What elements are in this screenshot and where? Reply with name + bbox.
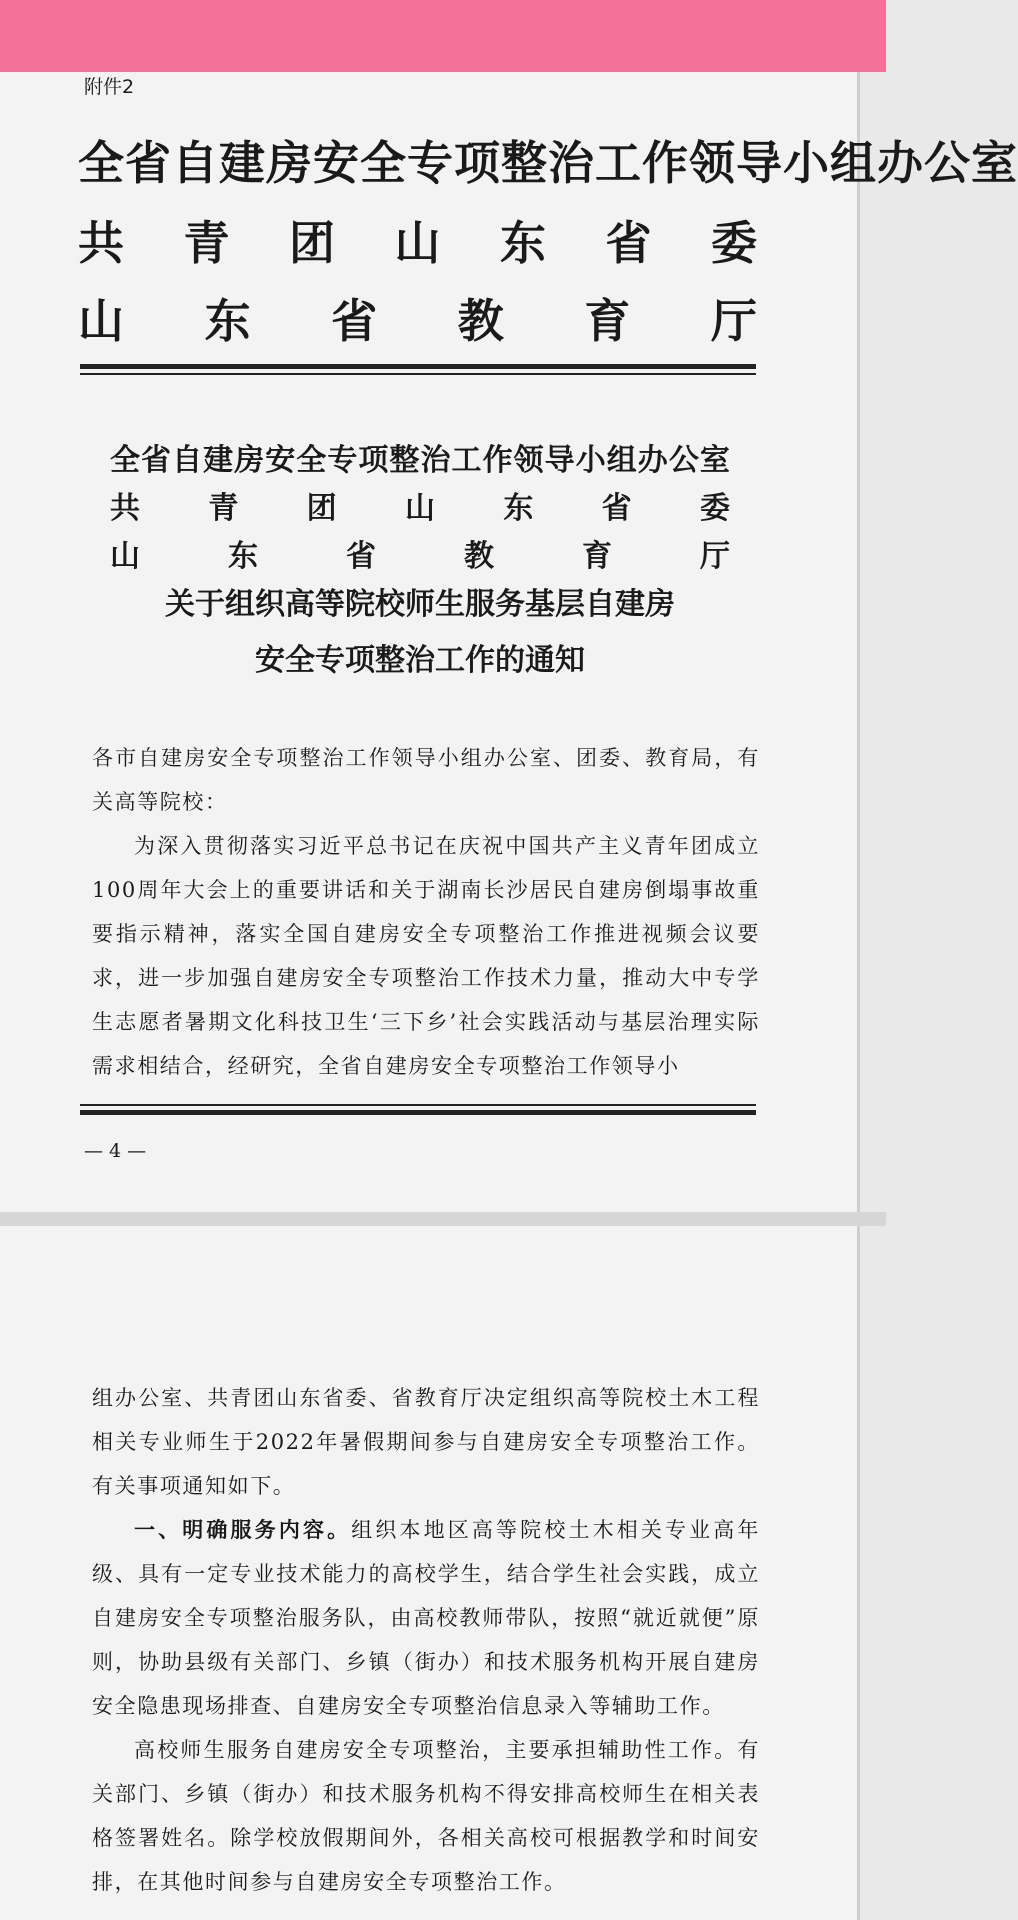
char: 室 bbox=[971, 136, 1018, 190]
char: 共 bbox=[78, 216, 125, 270]
top-color-bar bbox=[0, 0, 886, 72]
char: 办 bbox=[877, 136, 924, 190]
title-org-2 bbox=[110, 486, 730, 532]
char: 自 bbox=[172, 136, 219, 190]
char: 山 bbox=[110, 539, 140, 574]
header-rule-thick bbox=[80, 364, 756, 369]
footer-rule-thick bbox=[80, 1110, 756, 1115]
char: 工 bbox=[451, 443, 482, 478]
char: 委 bbox=[711, 216, 758, 270]
char: 专 bbox=[327, 443, 358, 478]
char: 青 bbox=[208, 491, 239, 526]
header-rule-thin bbox=[80, 373, 756, 375]
char: 小 bbox=[575, 443, 606, 478]
section-1-heading: 一、明确服务内容。 bbox=[134, 1517, 352, 1542]
char: 组 bbox=[830, 136, 877, 190]
char: 建 bbox=[219, 136, 266, 190]
header-org-2 bbox=[78, 212, 758, 274]
char: 安 bbox=[313, 136, 360, 190]
char: 作 bbox=[482, 443, 513, 478]
char: 全 bbox=[78, 136, 125, 190]
char: 厅 bbox=[710, 294, 758, 348]
char: 整 bbox=[389, 443, 420, 478]
title-subject-line-2: 安全专项整治工作的通知 bbox=[255, 643, 585, 678]
char: 领 bbox=[689, 136, 736, 190]
char: 领 bbox=[513, 443, 544, 478]
document-page-5 bbox=[0, 1226, 860, 1920]
char: 导 bbox=[544, 443, 575, 478]
title-org-1 bbox=[110, 438, 730, 484]
char: 专 bbox=[407, 136, 454, 190]
char: 全 bbox=[360, 136, 407, 190]
char: 省 bbox=[331, 294, 379, 348]
char: 项 bbox=[358, 443, 389, 478]
char: 育 bbox=[584, 294, 632, 348]
char: 公 bbox=[924, 136, 971, 190]
title-subject-line-1: 关于组织高等院校师生服务基层自建房 bbox=[165, 587, 675, 622]
char: 导 bbox=[736, 136, 783, 190]
paragraph-1-continued: 组办公室、共青团山东省委、省教育厅决定组织高等院校土木工程相关专业师生于2022年暑假期间参与自建房安全专项整治工作。有关事项通知如下。 bbox=[92, 1386, 760, 1498]
char: 公 bbox=[668, 443, 699, 478]
char: 办 bbox=[637, 443, 668, 478]
page-separator bbox=[0, 1212, 886, 1226]
char: 厅 bbox=[700, 539, 730, 574]
header-org-3 bbox=[78, 290, 758, 352]
char: 组 bbox=[606, 443, 637, 478]
char: 室 bbox=[699, 443, 730, 478]
char: 建 bbox=[203, 443, 234, 478]
title-org-3 bbox=[110, 534, 730, 580]
char: 省 bbox=[605, 216, 653, 270]
char: 省 bbox=[141, 443, 172, 478]
char: 房 bbox=[266, 136, 313, 190]
recipients: 各市自建房安全专项整治工作领导小组办公室、团委、教育局，有关高等院校： bbox=[92, 746, 760, 814]
char: 小 bbox=[783, 136, 830, 190]
section-1-text: 组织本地区高等院校土木相关专业高年级、具有一定专业技术能力的高校学生，结合学生社会实践，成立自建房安全专项整治服务队，由高校教师带队，按照“就近就便”原则，协助县级有关部门、乡镇（街办）和技术服务机构开展自建房安全隐患现场排查、自建房安全专项整治信息录入等辅助工作。 bbox=[92, 1518, 761, 1718]
char: 省 bbox=[601, 491, 632, 526]
char: 作 bbox=[642, 136, 689, 190]
page-number: — 4 — bbox=[84, 1140, 147, 1162]
char: 东 bbox=[228, 539, 258, 574]
char: 工 bbox=[595, 136, 642, 190]
section-1 bbox=[92, 1508, 760, 1728]
char: 治 bbox=[548, 136, 595, 190]
char: 自 bbox=[172, 443, 203, 478]
char: 委 bbox=[699, 491, 730, 526]
header-org-1 bbox=[78, 132, 1018, 194]
char: 安 bbox=[265, 443, 296, 478]
char: 项 bbox=[454, 136, 501, 190]
paragraph-2: 高校师生服务自建房安全专项整治，主要承担辅助性工作。有关部门、乡镇（街办）和技术服务机构不得安排高校师生在相关表格签署姓名。除学校放假期间外，各相关高校可根据教学和时间安排，在其他时间参与自建房安全专项整治工作。 bbox=[92, 1738, 760, 1894]
footer-rule-thin bbox=[80, 1104, 756, 1106]
char: 治 bbox=[420, 443, 451, 478]
char: 山 bbox=[78, 294, 125, 348]
char: 山 bbox=[404, 491, 435, 526]
char: 全 bbox=[296, 443, 327, 478]
paragraph-1: 为深入贯彻落实习近平总书记在庆祝中国共产主义青年团成立100周年大会上的重要讲话和关于湖南长沙居民自建房倒塌事故重要指示精神，落实全国自建房安全专项整治工作推进视频会议要求，进一步加强自建房安全专项整治工作技术力量，推动大中专学生志愿者暑期文化科技卫生‘三下乡’社会实践活动与基层治理实际需求相结合，经研究，全省自建房安全专项整治工作领导小 bbox=[92, 834, 760, 1078]
document-page-4 bbox=[0, 72, 1018, 1212]
char: 山 bbox=[394, 216, 442, 270]
char: 教 bbox=[464, 539, 494, 574]
char: 团 bbox=[289, 216, 336, 270]
char: 东 bbox=[500, 216, 547, 270]
char: 青 bbox=[183, 216, 231, 270]
char: 整 bbox=[501, 136, 548, 190]
attachment-label: 附件2 bbox=[84, 76, 135, 98]
char: 共 bbox=[110, 491, 140, 526]
char: 东 bbox=[503, 491, 534, 526]
char: 省 bbox=[125, 136, 172, 190]
char: 省 bbox=[346, 539, 376, 574]
char: 教 bbox=[457, 294, 505, 348]
char: 全 bbox=[110, 443, 140, 478]
char: 团 bbox=[306, 491, 337, 526]
char: 东 bbox=[204, 294, 252, 348]
char: 房 bbox=[234, 443, 265, 478]
char: 育 bbox=[582, 539, 612, 574]
